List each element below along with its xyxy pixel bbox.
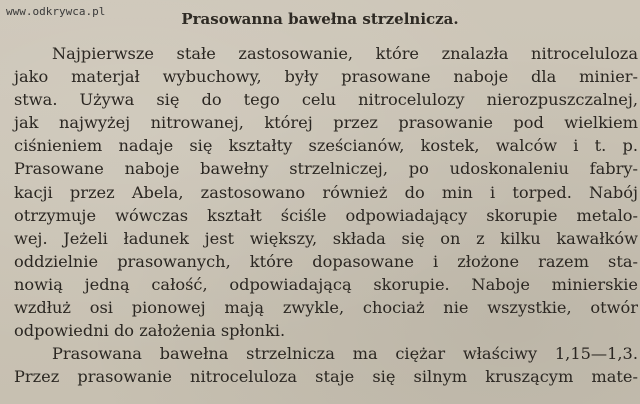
text-line: nowią jedną całość, odpowiadającą skorupie. Naboje minierskie bbox=[14, 274, 638, 294]
text-line: odpowiedni do założenia spłonki. bbox=[14, 321, 286, 341]
text-line: wzdłuż osi pionowej mają zwykle, chociaż nie wszystkie, otwór bbox=[14, 298, 638, 318]
text-line: oddzielnie prasowanych, które dopasowane i złożone razem sta- bbox=[14, 251, 638, 271]
text-line: Prasowane naboje bawełny strzelniczej, po udoskonaleniu fabry- bbox=[14, 159, 638, 179]
text-line: Prasowana bawełna strzelnicza ma ciężar właściwy 1,15—1,3. bbox=[52, 344, 638, 364]
watermark: www.odkrywca.pl bbox=[6, 5, 106, 18]
text-line: stwa. Używa się do tego celu nitrocelulozy nierozpuszczalnej, bbox=[14, 90, 638, 110]
text-line: Najpierwsze stałe zastosowanie, które znalazła nitroceluloza bbox=[52, 44, 638, 63]
body-text bbox=[14, 42, 638, 388]
text-line: jako materjał wybuchowy, były prasowane naboje dla minier- bbox=[14, 67, 638, 87]
text-line: ciśnieniem nadaje się kształty sześcianów, kostek, walców i t. p. bbox=[14, 136, 638, 156]
section-title: Prasowanna bawełna strzelnicza. bbox=[181, 10, 459, 28]
text-line: jak najwyżej nitrowanej, której przez prasowanie pod wielkiem bbox=[14, 113, 638, 133]
text-line: wej. Jeżeli ładunek jest większy, składa się on z kilku kawałków bbox=[14, 228, 638, 248]
text-line: otrzymuje wówczas kształt ściśle odpowiadający skorupie metalo- bbox=[14, 205, 638, 225]
text-line: kacji przez Abela, zastosowano również do min i torped. Nabój bbox=[14, 182, 638, 202]
text-line: Przez prasowanie nitroceluloza staje się silnym kruszącym mate- bbox=[14, 367, 638, 387]
